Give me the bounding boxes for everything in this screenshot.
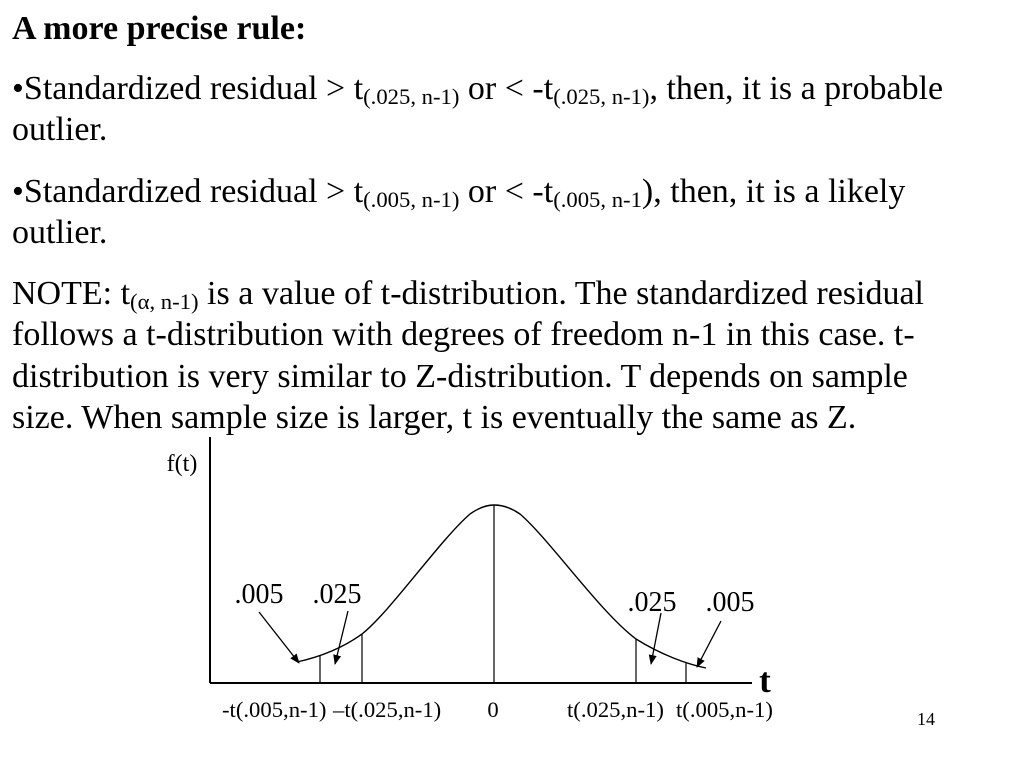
note-line-4: size. When sample size is larger, t is eventually the same as Z. (12, 399, 857, 436)
right-inner-tail-arrow (651, 613, 661, 664)
tick-label-zero: 0 (487, 697, 499, 722)
tick-label-neg-t-025: –t(.025,n-1) (333, 697, 442, 722)
rule-text: , then, it is a probable (649, 70, 944, 107)
probable-outlier-rule-line-2: outlier. (12, 111, 108, 148)
note-text: NOTE: t (12, 275, 131, 312)
tick-label-neg-t-005: -t(.005,n-1) (222, 697, 327, 722)
y-axis-label: f(t) (166, 451, 198, 477)
critical-value-subscript: (.005, n-1 (553, 187, 642, 212)
note-text: is a value of t-distribution. The standardized residual (198, 275, 925, 312)
note-line-3: distribution is very similar to Z-distribution. T depends on sample (12, 358, 908, 395)
critical-value-subscript: (.005, n-1) (363, 187, 460, 212)
page-number: 14 (917, 709, 935, 729)
likely-outlier-rule-line-1 (12, 171, 905, 212)
critical-value-subscript: (.025, n-1) (363, 84, 460, 109)
rule-text: ), then, it is a likely (641, 173, 906, 210)
tick-label-pos-t-005: t(.005,n-1) (676, 697, 773, 722)
left-outer-tail-arrow (259, 612, 299, 663)
right-outer-tail-arrow (697, 621, 721, 667)
right-inner-tail-label: .025 (627, 587, 677, 618)
probable-outlier-rule-line-1 (12, 68, 943, 109)
right-outer-tail-label: .005 (705, 587, 755, 618)
rule-text: or < -t (459, 70, 554, 107)
note-line-2: follows a t-distribution with degrees of freedom n-1 in this case. t- (12, 316, 915, 353)
likely-outlier-rule-line-2: outlier. (12, 214, 108, 251)
left-outer-tail-label: .005 (234, 579, 284, 610)
rule-text: or < -t (459, 173, 554, 210)
alpha-subscript: (α, n-1) (130, 289, 199, 314)
slide-heading: A more precise rule: (12, 10, 307, 47)
rule-text: •Standardized residual > t (12, 173, 364, 210)
note-line-1 (12, 273, 924, 314)
tick-label-pos-t-025: t(.025,n-1) (567, 697, 664, 722)
x-axis-label: t (759, 661, 771, 700)
left-inner-tail-arrow (335, 611, 348, 664)
left-inner-tail-label: .025 (312, 579, 362, 610)
rule-text: •Standardized residual > t (12, 70, 364, 107)
critical-value-subscript: (.025, n-1) (553, 84, 650, 109)
